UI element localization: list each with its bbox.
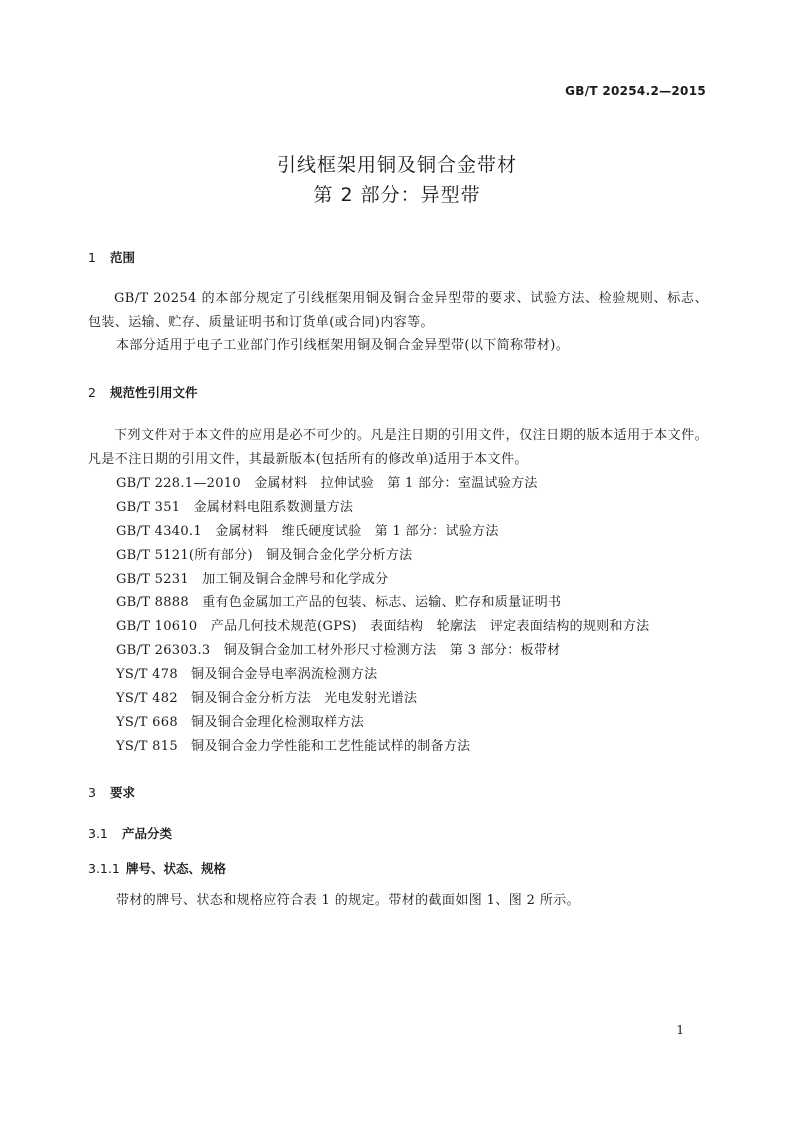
section-1-heading	[88, 248, 135, 266]
document-title: 引线框架用铜及铜合金带材	[276, 154, 517, 176]
reference-list	[116, 472, 649, 759]
document-subtitle: 第 2 部分：异型带	[313, 184, 481, 206]
reference-item: GB/T 4340.1 金属材料 维氏硬度试验 第 1 部分：试验方法	[116, 523, 499, 539]
section-number: 3.1.1	[88, 861, 120, 876]
reference-item: YS/T 478 铜及铜合金导电率涡流检测方法	[116, 667, 378, 683]
section-title: 牌号、状态、规格	[126, 861, 227, 876]
references-intro: 下列文件对于本文件的应用是必不可少的。凡是注日期的引用文件，仅注日期的版本适用于本文件。凡是不注日期的引用文件，其最新版本(包括所有的修改单)适用于本文件。	[88, 428, 708, 467]
reference-item: GB/T 26303.3 铜及铜合金加工材外形尺寸检测方法 第 3 部分：板带材	[116, 643, 561, 659]
reference-item: GB/T 5121(所有部分) 铜及铜合金化学分析方法	[116, 547, 413, 563]
section-title: 范围	[110, 250, 136, 265]
section-3-1-1-heading	[88, 859, 226, 877]
section-title: 规范性引用文件	[110, 385, 198, 400]
section-title: 产品分类	[122, 826, 173, 841]
section-3-1-heading	[88, 824, 172, 842]
section-number: 1	[88, 250, 96, 265]
reference-item: YS/T 815 铜及铜合金力学性能和工艺性能试样的制备方法	[116, 738, 471, 754]
classification-paragraph: 带材的牌号、状态和规格应符合表 1 的规定。带材的截面如图 1、图 2 所示。	[116, 893, 581, 908]
reference-item: GB/T 8888 重有色金属加工产品的包装、标志、运输、贮存和质量证明书	[116, 595, 562, 611]
reference-item: YS/T 668 铜及铜合金理化检测取样方法	[116, 714, 365, 730]
section-number: 2	[88, 385, 96, 400]
section-3-heading	[88, 783, 135, 801]
scope-paragraph-1: GB/T 20254 的本部分规定了引线框架用铜及铜合金异型带的要求、试验方法、检验规则、标志、包装、运输、贮存、质量证明书和订货单(或合同)内容等。	[88, 291, 708, 330]
standard-code: GB/T 20254.2—2015	[565, 84, 706, 98]
section-2-heading	[88, 383, 198, 401]
reference-item: GB/T 228.1—2010 金属材料 拉伸试验 第 1 部分：室温试验方法	[116, 476, 538, 491]
reference-item: YS/T 482 铜及铜合金分析方法 光电发射光谱法	[116, 691, 418, 707]
section-number: 3.1	[88, 826, 108, 841]
page-number: 1	[676, 1023, 684, 1037]
scope-paragraph-2: 本部分适用于电子工业部门作引线框架用铜及铜合金异型带(以下简称带材)。	[116, 338, 570, 353]
reference-item: GB/T 10610 产品几何技术规范(GPS) 表面结构 轮廓法 评定表面结构的规则和方法	[116, 619, 650, 635]
section-title: 要求	[110, 785, 136, 800]
reference-item: GB/T 5231 加工铜及铜合金牌号和化学成分	[116, 571, 389, 587]
reference-item: GB/T 351 金属材料电阻系数测量方法	[116, 499, 354, 515]
section-number: 3	[88, 785, 96, 800]
